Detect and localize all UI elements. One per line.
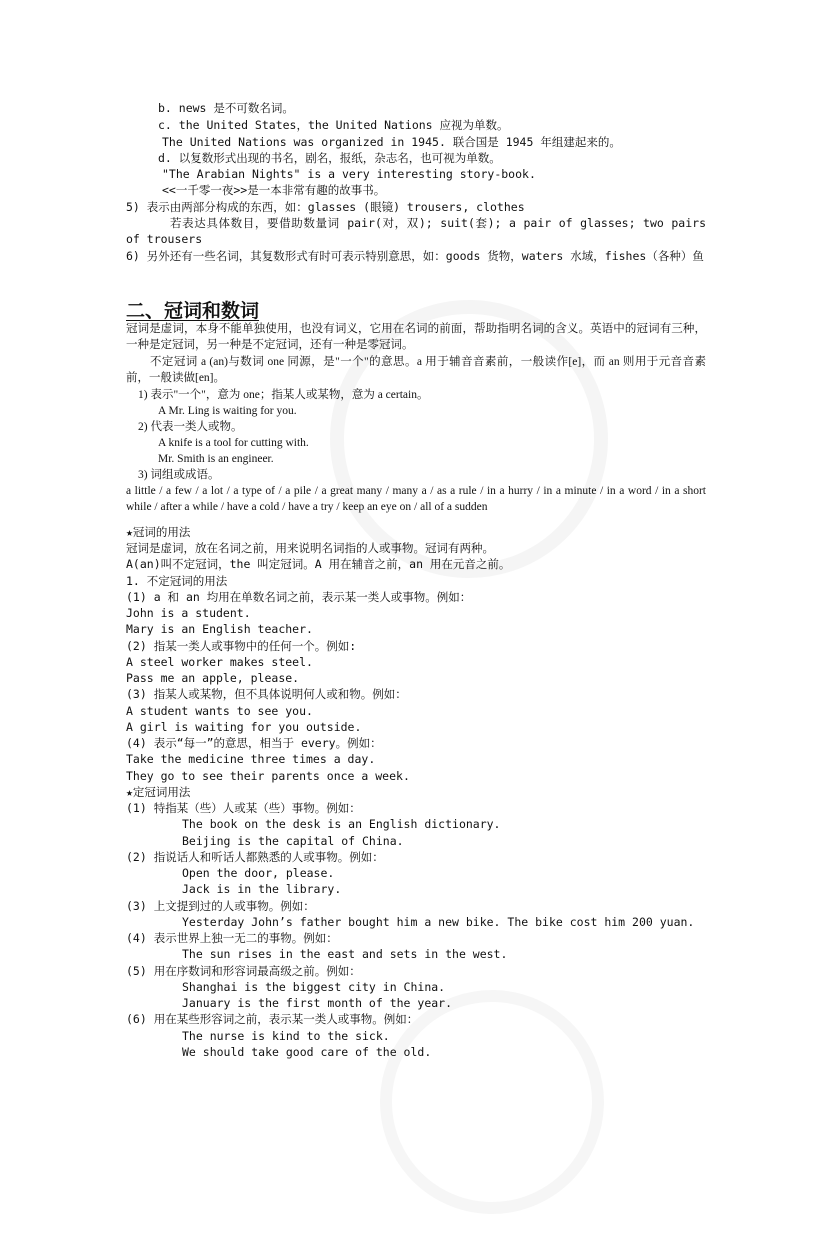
example-line: Pass me an apple, please.: [126, 671, 300, 685]
text-line: (4) 表示“每一”的意思，相当于 every。例如：: [126, 736, 382, 750]
text-line: (3) 指某人或某物，但不具体说明何人或和物。例如：: [126, 687, 407, 701]
text-line: The United Nations was organized in 1945. 联合国是 1945 年组建起来的。: [162, 135, 621, 149]
text-line: b. news 是不可数名词。: [158, 101, 294, 115]
text-line: 1. 不定冠词的用法: [126, 574, 228, 588]
example-line: They go to see their parents once a week.: [126, 769, 410, 783]
example-line: A Mr. Ling is waiting for you.: [158, 405, 297, 417]
example-line: A steel worker makes steel.: [126, 655, 313, 669]
paragraph: 6) 另外还有一些名词，其复数形式有时可表示特别意思，如：goods 货物，waters 水域，fishes（各种）鱼: [126, 249, 704, 263]
example-line: The sun rises in the east and sets in the west.: [182, 947, 508, 961]
text-line: (5) 用在序数词和形容词最高级之前。例如：: [126, 964, 361, 978]
phrase-list: a little / a few / a lot / a type of / a pile / a great many / many a / as a rule / in a hurry / in a minute / in a word / in a short while / after a while / have a cold / have a try / keep an eye on / all of a sudden: [126, 485, 706, 513]
text-line: (1) a 和 an 均用在单数名词之前，表示某一类人或事物。例如：: [126, 590, 472, 604]
text-line: <<一千零一夜>>是一本非常有趣的故事书。: [162, 183, 386, 197]
example-line: The book on the desk is an English dictionary.: [182, 817, 501, 831]
example-line: Open the door, please.: [182, 866, 335, 880]
text-line: 5) 表示由两部分构成的东西，如：glasses (眼镜) trousers, clothes: [126, 200, 525, 214]
example-line: January is the first month of the year.: [182, 996, 453, 1010]
text-line: (1) 特指某（些）人或某（些）事物。例如：: [126, 801, 361, 815]
example-line: Yesterday John’s father bought him a new bike. The bike cost him 200 yuan.: [182, 915, 695, 929]
text-line: (2) 指说话人和听话人都熟悉的人或事物。例如：: [126, 850, 384, 864]
text-line: (2) 指某一类人或事物中的任何一个。例如:: [126, 639, 357, 653]
example-line: A girl is waiting for you outside.: [126, 720, 362, 734]
example-line: A student wants to see you.: [126, 704, 313, 718]
example-line: Mary is an English teacher.: [126, 622, 313, 636]
example-line: Mr. Smith is an engineer.: [158, 453, 274, 465]
text-line: d. 以复数形式出现的书名，剧名，报纸，杂志名，也可视为单数。: [158, 151, 501, 165]
list-item: 2) 代表一类人或物。: [138, 421, 243, 433]
text-line: "The Arabian Nights" is a very interesting story-book.: [162, 167, 536, 181]
example-line: Beijing is the capital of China.: [182, 834, 404, 848]
section-title: 二、冠词和数词: [126, 300, 260, 322]
example-line: We should take good care of the old.: [182, 1045, 432, 1059]
text-line: A(an)叫不定冠词，the 叫定冠词。A 用在辅音之前，an 用在元音之前。: [126, 557, 511, 571]
text-line: (3) 上文提到过的人或事物。例如：: [126, 899, 315, 913]
list-item: 1) 表示"一个"，意为 one；指某人或某物，意为 a certain。: [138, 389, 429, 401]
example-line: The nurse is kind to the sick.: [182, 1029, 390, 1043]
indef-article-paragraph: 不定冠词 a (an)与数词 one 同源，是"一个"的意思。a 用于辅音音素前，一般读作[e]，而 an 则用于元音音素前，一般读做[en]。: [126, 356, 706, 384]
example-line: Jack is in the library.: [182, 882, 342, 896]
paragraph: 若表达具体数目，要借助数量词 pair(对，双); suit(套); a pair of glasses; two pairs of trousers: [126, 216, 706, 246]
example-line: John is a student.: [126, 606, 251, 620]
example-line: Shanghai is the biggest city in China.: [182, 980, 446, 994]
text-line: c. the United States，the United Nations 应视为单数。: [158, 118, 509, 132]
text-line: (4) 表示世界上独一无二的事物。例如：: [126, 931, 338, 945]
intro-paragraph: 冠词是虚词，本身不能单独使用，也没有词义，它用在名词的前面，帮助指明名词的含义。英语中的冠词有三种，一种是定冠词，另一种是不定冠词，还有一种是零冠词。: [126, 323, 706, 351]
subheading: ★定冠词用法: [126, 785, 191, 799]
text-line: (6) 用在某些形容词之前，表示某一类人或事物。例如：: [126, 1012, 419, 1026]
example-line: Take the medicine three times a day.: [126, 752, 376, 766]
text-line: 冠词是虚词，放在名词之前，用来说明名词指的人或事物。冠词有两种。: [126, 541, 494, 555]
list-item: 3) 词组或成语。: [138, 469, 220, 481]
example-line: A knife is a tool for cutting with.: [158, 437, 309, 449]
subheading: ★冠词的用法: [126, 525, 191, 539]
